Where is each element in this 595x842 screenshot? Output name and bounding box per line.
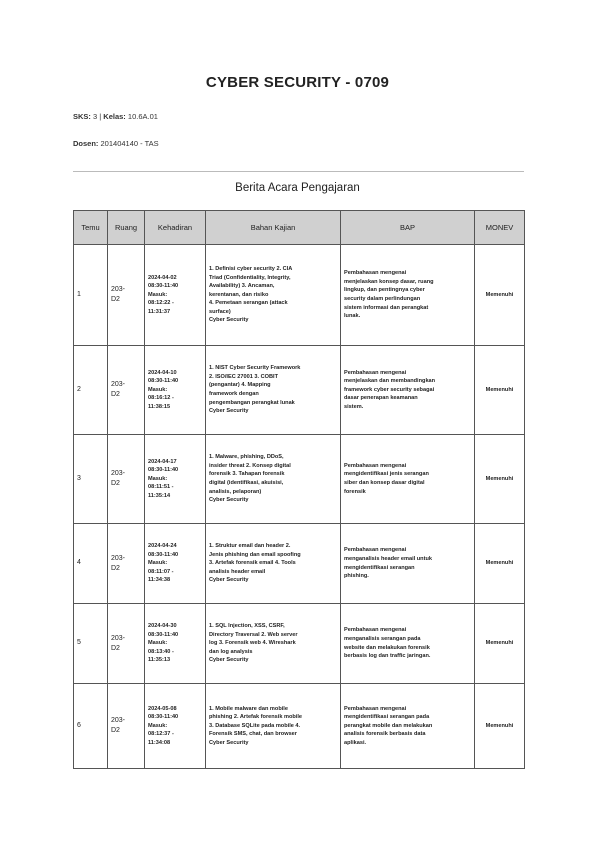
cell-bahan-kajian-line: log 3. Forensik web 4. Wireshark <box>209 640 296 647</box>
course-title: CYBER SECURITY - 0709 <box>205 74 390 91</box>
cell-bahan-kajian <box>206 524 341 604</box>
cell-kehadiran-line: 08:30-11:40 <box>148 714 179 721</box>
cell-kehadiran-line: Masuk: <box>148 475 168 482</box>
table-row <box>74 245 525 346</box>
cell-ruang-line: D2 <box>111 391 120 398</box>
cell-bahan-kajian <box>206 435 341 524</box>
cell-bap-line: sistem informasi dan perangkat <box>344 304 429 311</box>
cell-kehadiran-line: 08:30-11:40 <box>148 551 179 558</box>
cell-bahan-kajian-line: phishing 2. Artefak forensik mobile <box>209 714 303 721</box>
cell-bap-line: analisis forensik berbasis data <box>344 731 426 738</box>
cell-bahan-kajian-line: (pengantar) 4. Mapping <box>209 382 271 389</box>
cell-bahan-kajian <box>206 346 341 435</box>
cell-bahan-kajian-line: dan log analysis <box>209 648 253 655</box>
cell-bahan-kajian-line: Cyber Security <box>209 408 249 415</box>
cell-bahan-kajian-line: analisis, pelaporan) <box>209 488 262 495</box>
cell-bahan-kajian-line: Cyber Security <box>209 497 249 504</box>
cell-ruang-line: D2 <box>111 564 120 572</box>
cell-temu: 2 <box>74 346 108 435</box>
table-body <box>74 245 525 769</box>
cell-monev: Memenuhi <box>475 684 525 769</box>
cell-ruang-line: 203- <box>111 717 126 724</box>
cell-bap <box>341 524 475 604</box>
cell-bap-line: forensik <box>344 488 366 495</box>
sks-value: 3 | <box>90 112 104 121</box>
cell-bap-line: mengidentifikasi serangan <box>344 564 415 571</box>
cell-bahan-kajian-line: Cyber Security <box>209 657 249 664</box>
cell-temu: 5 <box>74 604 108 684</box>
cell-kehadiran <box>145 604 206 684</box>
cell-kehadiran <box>145 245 206 346</box>
cell-bahan-kajian-line: kerentanan, dan risiko <box>209 291 269 298</box>
cell-bahan-kajian-line: 1. Definisi cyber security 2. CIA <box>209 265 293 272</box>
kelas-label: Kelas: <box>103 112 126 121</box>
cell-bahan-kajian-line: Forensik SMS, chat, dan browser <box>209 731 297 738</box>
cell-bahan-kajian-line: Cyber Security <box>209 317 249 324</box>
cell-kehadiran-line: 08:30-11:40 <box>148 631 179 638</box>
cell-bap-line: Pembahasan mengenai <box>344 462 407 469</box>
cell-kehadiran-line: Masuk: <box>148 722 168 729</box>
cell-bahan-kajian <box>206 604 341 684</box>
cell-bahan-kajian-line: 1. Malware, phishing, DDoS, <box>209 454 284 461</box>
sks-label: SKS: <box>73 112 91 121</box>
column-header-bahan-kajian: Bahan Kajian <box>206 211 341 245</box>
lecturer-meta <box>73 139 159 148</box>
cell-kehadiran-line: 08:30-11:40 <box>148 378 179 385</box>
cell-monev: Memenuhi <box>475 346 525 435</box>
cell-kehadiran-line: 11:38:15 <box>148 403 171 410</box>
table-header-row <box>74 211 525 245</box>
cell-bap-line: aplikasi. <box>344 739 367 746</box>
cell-bap-line: security dalam perlindungan <box>344 296 421 302</box>
cell-kehadiran-line: 2024-04-30 <box>148 623 177 630</box>
cell-bap-line: mengidentifikasi jenis serangan <box>344 471 429 478</box>
cell-bahan-kajian-line: Jenis phishing dan email spoofing <box>209 551 301 558</box>
cell-bahan-kajian-line: 1. Struktur email dan header 2. <box>209 543 291 550</box>
cell-bap-line: menganalisis header email untuk <box>344 555 432 562</box>
cell-bap <box>341 684 475 769</box>
cell-bap-line: Pembahasan mengenai <box>344 627 407 634</box>
column-header-kehadiran: Kehadiran <box>145 211 206 245</box>
cell-kehadiran-line: 08:12:22 - <box>148 300 174 307</box>
cell-bap-line: lingkup, dan pentingnya cyber <box>344 287 425 294</box>
cell-bahan-kajian-line: 2. ISO/IEC 27001 3. COBIT <box>209 373 279 380</box>
cell-kehadiran-line: Masuk: <box>148 291 168 298</box>
cell-bahan-kajian-line: 1. NIST Cyber Security Framework <box>209 365 301 372</box>
cell-kehadiran-line: 11:35:14 <box>148 492 171 499</box>
cell-monev: Memenuhi <box>475 245 525 346</box>
cell-bap-line: menjelaskan dan membandingkan <box>344 378 436 385</box>
cell-ruang-line: 203- <box>111 286 126 293</box>
cell-kehadiran-line: 11:31:37 <box>148 308 171 315</box>
cell-bap-line: menganalisis serangan pada <box>344 635 421 642</box>
kelas-value: 10.6A.01 <box>125 112 158 121</box>
table-row <box>74 684 525 769</box>
cell-kehadiran-line: 08:13:40 - <box>148 648 174 655</box>
cell-bahan-kajian-line: Availability) 3. Ancaman, <box>209 283 275 290</box>
cell-ruang <box>108 245 145 346</box>
cell-ruang <box>108 346 145 435</box>
cell-bahan-kajian-line: forensik 3. Tahapan forensik <box>209 471 285 478</box>
cell-ruang <box>108 435 145 524</box>
cell-bahan-kajian-line: pengembangan perangkat lunak <box>209 399 295 406</box>
cell-kehadiran-line: Masuk: <box>148 640 168 647</box>
cell-ruang-line: 203- <box>111 634 126 642</box>
cell-bap-line: lunak. <box>344 313 361 320</box>
cell-bahan-kajian-line: 1. Mobile malware dan mobile <box>209 705 288 712</box>
cell-bap-line: sistem. <box>344 403 364 410</box>
table-row <box>74 604 525 684</box>
cell-kehadiran-line: 11:34:08 <box>148 739 171 746</box>
cell-bahan-kajian-line: 1. SQL Injection, XSS, CSRF, <box>209 623 285 630</box>
cell-kehadiran-line: 2024-04-17 <box>148 458 177 465</box>
cell-bap-line: Pembahasan mengenai <box>344 547 407 554</box>
cell-temu: 4 <box>74 524 108 604</box>
cell-ruang <box>108 604 145 684</box>
cell-ruang-line: D2 <box>111 644 120 652</box>
cell-kehadiran-line: 08:30-11:40 <box>148 467 179 474</box>
cell-bap-line: phishing. <box>344 573 369 580</box>
cell-kehadiran-line: 2024-04-10 <box>148 369 177 376</box>
cell-bap <box>341 435 475 524</box>
cell-kehadiran <box>145 346 206 435</box>
cell-bahan-kajian-line: 4. Pemetaan serangan (attack <box>209 300 288 307</box>
cell-bap-line: framework cyber security sebagai <box>344 386 435 393</box>
cell-bahan-kajian-line: framework dengan <box>209 391 259 397</box>
cell-bap-line: berbasis log dan traffic jaringan. <box>344 653 431 660</box>
cell-bap-line: menjelaskan konsep dasar, ruang <box>344 278 434 285</box>
section-title: Berita Acara Pengajaran <box>235 182 360 194</box>
cell-kehadiran-line: 08:11:07 - <box>148 568 174 575</box>
cell-kehadiran-line: 2024-04-24 <box>148 543 177 550</box>
cell-bahan-kajian-line: 3. Artefak forensik email 4. Tools <box>209 560 296 567</box>
cell-ruang-line: D2 <box>111 727 120 734</box>
dosen-label: Dosen: <box>73 139 99 148</box>
course-meta <box>73 112 158 121</box>
cell-kehadiran <box>145 524 206 604</box>
cell-bap <box>341 346 475 435</box>
cell-bahan-kajian-line: Cyber Security <box>209 739 249 746</box>
divider <box>73 171 524 172</box>
column-header-bap: BAP <box>341 211 475 245</box>
cell-kehadiran <box>145 435 206 524</box>
column-header-ruang: Ruang <box>108 211 145 245</box>
cell-bap-line: website dan melakukan forensik <box>344 644 430 651</box>
cell-bahan-kajian-line: Cyber Security <box>209 577 249 584</box>
column-header-monev: MONEV <box>475 211 525 245</box>
cell-bahan-kajian <box>206 245 341 346</box>
cell-kehadiran-line: Masuk: <box>148 386 168 393</box>
cell-bap-line: siber dan konsep dasar digital <box>344 480 425 486</box>
cell-ruang-line: D2 <box>111 480 120 487</box>
cell-bap-line: mengidentifikasi serangan pada <box>344 714 430 721</box>
cell-ruang <box>108 524 145 604</box>
cell-bap-line: Pembahasan mengenai <box>344 369 407 376</box>
cell-kehadiran-line: 08:16:12 - <box>148 395 174 402</box>
cell-temu: 6 <box>74 684 108 769</box>
cell-bahan-kajian-line: insider threat 2. Konsep digital <box>209 462 291 469</box>
cell-kehadiran-line: 11:35:13 <box>148 657 171 664</box>
cell-temu: 1 <box>74 245 108 346</box>
cell-bahan-kajian <box>206 684 341 769</box>
cell-ruang-line: 203- <box>111 381 126 388</box>
teaching-report-table <box>73 210 525 769</box>
cell-bahan-kajian-line: Triad (Confidentiality, Integrity, <box>209 274 291 281</box>
cell-temu: 3 <box>74 435 108 524</box>
table-row <box>74 435 525 524</box>
cell-kehadiran <box>145 684 206 769</box>
cell-bahan-kajian-line: digital (identifikasi, akuisisi, <box>209 480 284 486</box>
cell-kehadiran-line: 08:11:51 - <box>148 484 174 491</box>
cell-bap-line: Pembahasan mengenai <box>344 705 407 712</box>
cell-bahan-kajian-line: 3. Database SQLite pada mobile 4. <box>209 722 301 729</box>
cell-monev: Memenuhi <box>475 435 525 524</box>
cell-bahan-kajian-line: analisis header email <box>209 568 266 575</box>
cell-bap <box>341 245 475 346</box>
cell-bap-line: perangkat mobile dan melakukan <box>344 722 433 729</box>
cell-ruang-line: 203- <box>111 470 126 477</box>
cell-bap-line: Pembahasan mengenai <box>344 270 407 277</box>
cell-kehadiran-line: Masuk: <box>148 560 168 567</box>
dosen-value: 201404140 - TAS <box>98 139 159 148</box>
table-row <box>74 346 525 435</box>
table-row <box>74 524 525 604</box>
cell-ruang <box>108 684 145 769</box>
cell-kehadiran-line: 2024-05-08 <box>148 705 177 712</box>
cell-monev: Memenuhi <box>475 524 525 604</box>
cell-bap <box>341 604 475 684</box>
cell-bahan-kajian-line: surface) <box>209 308 231 315</box>
cell-ruang-line: D2 <box>111 296 120 303</box>
cell-bahan-kajian-line: Directory Traversal 2. Web server <box>209 631 298 638</box>
cell-kehadiran-line: 08:30-11:40 <box>148 283 179 290</box>
cell-kehadiran-line: 2024-04-02 <box>148 274 177 281</box>
cell-kehadiran-line: 11:34:38 <box>148 577 171 584</box>
cell-bap-line: dasar penerapan keamanan <box>344 395 418 402</box>
cell-kehadiran-line: 08:12:37 - <box>148 731 174 738</box>
column-header-temu: Temu <box>74 211 108 245</box>
cell-monev: Memenuhi <box>475 604 525 684</box>
cell-ruang-line: 203- <box>111 554 126 562</box>
